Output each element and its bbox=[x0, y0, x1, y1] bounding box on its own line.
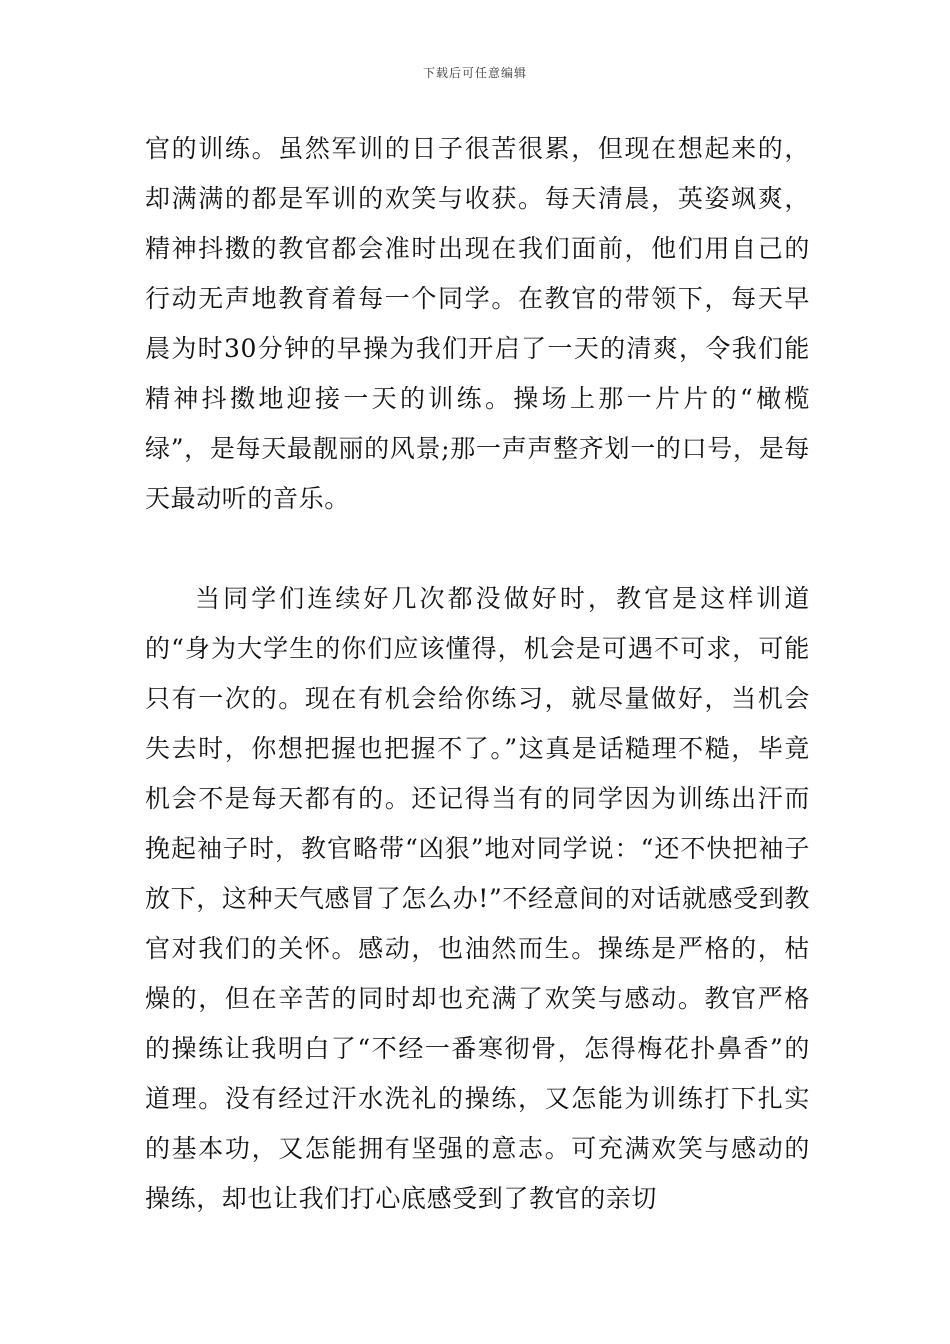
paragraph-2: 当同学们连续好几次都没做好时，教官是这样训道的“身为大学生的你们应该懂得，机会是可遇不可求，可能只有一次的。现在有机会给你练习，就尽量做好，当机会失去时，你想把握也把握不了。”这真是话糙理不糙，毕竟机会不是每天都有的。还记得当有的同学因为训练出汗而挽起袖子时，教官略带“凶狠”地对同学说：“还不快把袖子放下，这种天气感冒了怎么办!”不经意间的对话就感受到教官对我们的关怀。感动，也油然而生。操练是严格的，枯燥的，但在辛苦的同时却也充满了欢笑与感动。教官严格的操练让我明白了“不经一番寒彻骨，怎得梅花扑鼻香”的道理。没有经过汗水洗礼的操练，又怎能为训练打下扎实的基本功，又怎能拥有坚强的意志。可充满欢笑与感动的操练，却也让我们打心底感受到了教官的亲切 bbox=[145, 584, 810, 1213]
paragraph-1: 官的训练。虽然军训的日子很苦很累，但现在想起来的，却满满的都是军训的欢笑与收获。每天清晨，英姿飒爽，精神抖擞的教官都会准时出现在我们面前，他们用自己的行动无声地教育着每一个同学。在教官的带领下，每天早晨为时30分钟的早操为我们开启了一天的清爽，令我们能精神抖擞地迎接一天的训练。操场上那一片片的“橄榄绿”，是每天最靓丽的风景;那一声声整齐划一的口号，是每天最动听的音乐。 bbox=[145, 134, 810, 513]
page-header-note: 下载后可任意编辑 bbox=[422, 66, 527, 80]
